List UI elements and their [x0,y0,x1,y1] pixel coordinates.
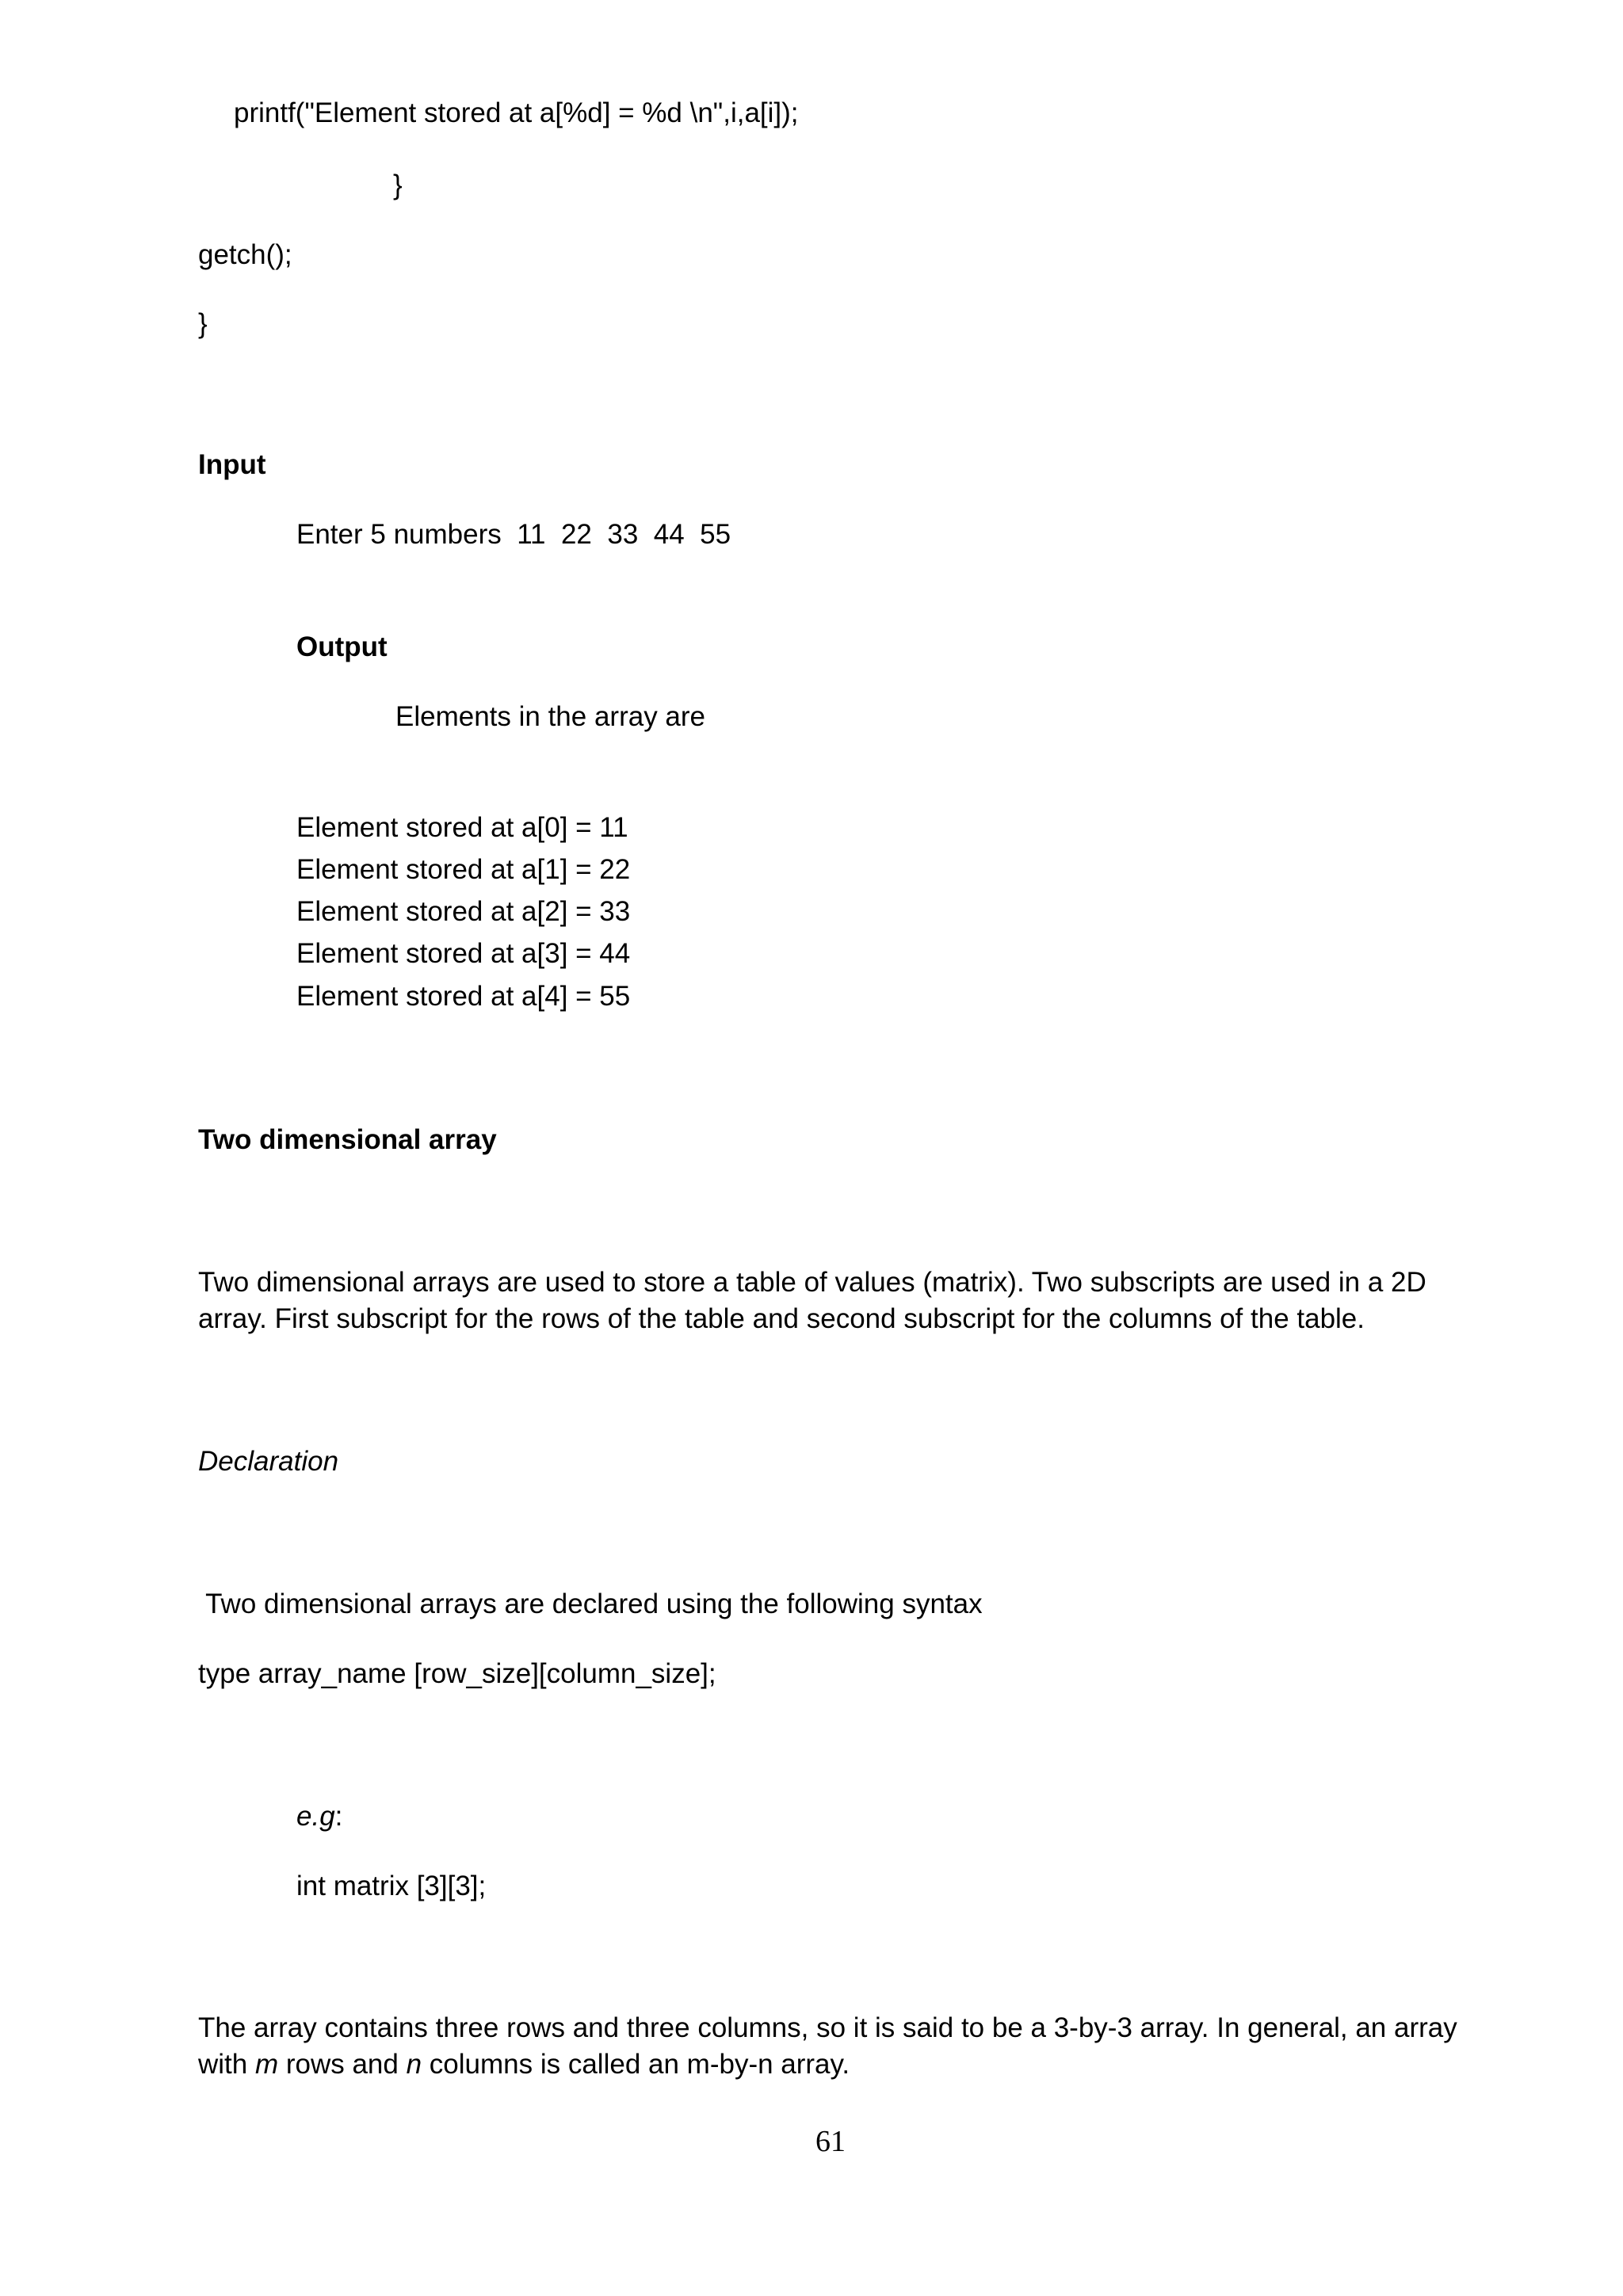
example-label-text: e.g [296,1801,335,1832]
syntax-line: type array_name [row_size][column_size]; [198,1658,716,1689]
section-heading-2d-array: Two dimensional array [198,1124,497,1155]
closing-text-2: rows and [278,2049,407,2080]
output-heading: Output [296,631,388,662]
declaration-heading: Declaration [198,1446,339,1477]
output-line: Element stored at a[0] = 11 [296,812,628,843]
closing-text-1: The array contains three rows and three columns, so it is said to be a 3-by-3 array. In general, an array with [198,2012,1457,2080]
closing-text-3: columns is called an m-by-n array. [422,2049,850,2080]
output-line: Element stored at a[3] = 44 [296,938,631,969]
code-outer-close-brace: } [198,308,208,339]
page-number: 61 [815,2125,846,2158]
n-variable: n [406,2049,422,2080]
example-label-colon: : [334,1801,343,1832]
code-inner-close-brace: } [393,170,403,200]
output-intro: Elements in the array are [395,701,706,732]
example-label [296,1798,342,1835]
input-line: Enter 5 numbers 11 22 33 44 55 [296,519,731,550]
input-heading: Input [198,449,266,480]
output-line: Element stored at a[1] = 22 [296,854,631,885]
declared-using-line: Two dimensional arrays are declared using the following syntax [198,1589,983,1619]
closing-paragraph [198,2010,1466,2083]
m-variable: m [254,2049,279,2080]
intro-paragraph: Two dimensional arrays are used to store a table of values (matrix). Two subscripts are used in a 2D array. First subscript for the rows of the table and second subscript for the columns of the table. [198,1267,1426,1334]
output-line: Element stored at a[4] = 55 [296,981,631,1012]
code-printf-line: printf("Element stored at a[%d] = %d \n",i,a[i]); [234,97,799,128]
code-getch-line: getch(); [198,239,292,270]
output-line: Element stored at a[2] = 33 [296,896,631,927]
example-code: int matrix [3][3]; [296,1871,487,1901]
